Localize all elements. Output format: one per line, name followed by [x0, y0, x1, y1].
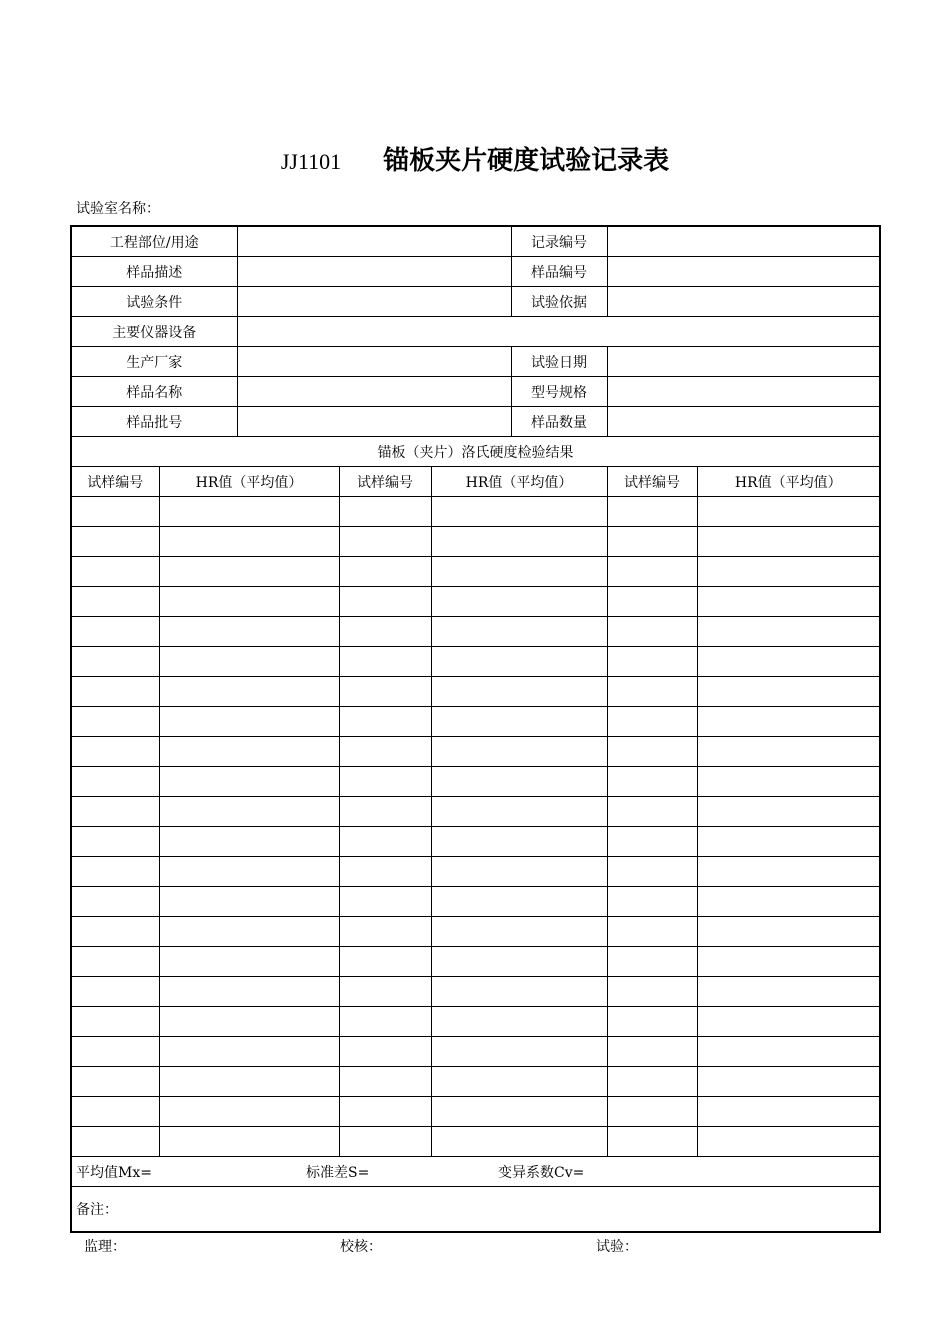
specimen-id-cell[interactable] [339, 1067, 431, 1097]
record-form-table [70, 225, 881, 1233]
hr-value-cell[interactable] [697, 827, 880, 857]
hr-value-cell[interactable] [697, 497, 880, 527]
specimen-id-cell[interactable] [71, 1097, 159, 1127]
specimen-id-cell[interactable] [339, 1037, 431, 1067]
hr-value-cell[interactable] [159, 887, 339, 917]
specimen-id-cell[interactable] [71, 857, 159, 887]
specimen-id-cell[interactable] [339, 647, 431, 677]
table-row [71, 1127, 880, 1157]
hr-value-cell[interactable] [159, 767, 339, 797]
specimen-id-cell[interactable] [339, 617, 431, 647]
table-row [71, 977, 880, 1007]
hr-value-cell[interactable] [431, 977, 607, 1007]
form-title: 锚板夹片硬度试验记录表 [383, 146, 670, 176]
hr-value-cell[interactable] [159, 1067, 339, 1097]
hr-value-cell[interactable] [697, 1007, 880, 1037]
hr-value-cell[interactable] [431, 1037, 607, 1067]
specimen-id-cell[interactable] [607, 797, 697, 827]
specimen-id-cell[interactable] [339, 857, 431, 887]
hr-value-cell[interactable] [697, 1097, 880, 1127]
hr-value-cell[interactable] [159, 587, 339, 617]
info-row [71, 317, 880, 347]
info-right-value-field[interactable] [607, 347, 880, 377]
specimen-id-cell[interactable] [71, 557, 159, 587]
remark-row [71, 1187, 880, 1233]
table-row [71, 917, 880, 947]
specimen-id-cell[interactable] [71, 977, 159, 1007]
hr-value-cell[interactable] [159, 737, 339, 767]
info-right-value-field[interactable] [607, 377, 880, 407]
specimen-id-cell[interactable] [339, 947, 431, 977]
hr-value-cell[interactable] [697, 917, 880, 947]
table-row [71, 527, 880, 557]
info-right-label: 试验日期 [511, 347, 607, 377]
hr-value-cell[interactable] [431, 1097, 607, 1127]
reviewer-label: 校核： [340, 1239, 382, 1255]
specimen-id-cell[interactable] [607, 1037, 697, 1067]
info-right-label: 样品编号 [511, 257, 607, 287]
specimen-id-cell[interactable] [71, 1127, 159, 1157]
info-right-value-field[interactable] [607, 287, 880, 317]
hr-value-cell[interactable] [431, 797, 607, 827]
table-row [71, 497, 880, 527]
table-row [71, 587, 880, 617]
info-right-label: 样品数量 [511, 407, 607, 437]
specimen-id-cell[interactable] [71, 947, 159, 977]
hr-value-cell[interactable] [431, 527, 607, 557]
hr-value-cell[interactable] [697, 647, 880, 677]
hr-value-cell[interactable] [159, 647, 339, 677]
hr-value-cell[interactable] [431, 917, 607, 947]
specimen-id-cell[interactable] [607, 1127, 697, 1157]
info-right-label: 型号规格 [511, 377, 607, 407]
specimen-id-cell[interactable] [71, 587, 159, 617]
hr-value-cell[interactable] [431, 737, 607, 767]
hr-value-cell[interactable] [431, 1007, 607, 1037]
specimen-id-cell[interactable] [71, 1067, 159, 1097]
specimen-id-cell[interactable] [339, 827, 431, 857]
specimen-id-cell[interactable] [339, 497, 431, 527]
column-header: HR值（平均值） [159, 467, 339, 497]
hr-value-cell[interactable] [697, 707, 880, 737]
info-label: 样品批号 [71, 407, 237, 437]
hr-value-cell[interactable] [697, 767, 880, 797]
hr-value-cell[interactable] [697, 557, 880, 587]
info-row [71, 347, 880, 377]
specimen-id-cell[interactable] [607, 677, 697, 707]
results-section-title: 锚板（夹片）洛氏硬度检验结果 [71, 437, 880, 467]
table-row [71, 707, 880, 737]
hr-value-cell[interactable] [697, 617, 880, 647]
summary-section [71, 1157, 880, 1233]
column-header: 试样编号 [607, 467, 697, 497]
hr-value-cell[interactable] [697, 797, 880, 827]
table-row [71, 737, 880, 767]
info-right-value-field[interactable] [607, 226, 880, 257]
info-row [71, 226, 880, 257]
specimen-id-cell[interactable] [71, 1037, 159, 1067]
specimen-id-cell[interactable] [607, 947, 697, 977]
specimen-id-cell[interactable] [339, 527, 431, 557]
info-label: 样品名称 [71, 377, 237, 407]
results-data-rows [71, 497, 880, 1157]
hr-value-cell[interactable] [431, 707, 607, 737]
remark-cell: 备注： [71, 1187, 880, 1233]
specimen-id-cell[interactable] [339, 1097, 431, 1127]
info-value-field[interactable] [237, 347, 511, 377]
specimen-id-cell[interactable] [71, 647, 159, 677]
hr-value-cell[interactable] [431, 947, 607, 977]
info-label: 生产厂家 [71, 347, 237, 377]
hr-value-cell[interactable] [697, 887, 880, 917]
specimen-id-cell[interactable] [607, 527, 697, 557]
info-row [71, 287, 880, 317]
hr-value-cell[interactable] [159, 707, 339, 737]
info-label: 主要仪器设备 [71, 317, 237, 347]
specimen-id-cell[interactable] [339, 767, 431, 797]
specimen-id-cell[interactable] [607, 557, 697, 587]
hr-value-cell[interactable] [697, 677, 880, 707]
hr-value-cell[interactable] [431, 557, 607, 587]
table-row [71, 887, 880, 917]
hr-value-cell[interactable] [697, 587, 880, 617]
specimen-id-cell[interactable] [607, 587, 697, 617]
info-section [71, 226, 880, 437]
specimen-id-cell[interactable] [71, 527, 159, 557]
hr-value-cell[interactable] [431, 767, 607, 797]
lab-name-label: 试验室名称： [76, 201, 160, 217]
specimen-id-cell[interactable] [607, 707, 697, 737]
hr-value-cell[interactable] [697, 527, 880, 557]
column-header: 试样编号 [339, 467, 431, 497]
info-label: 试验条件 [71, 287, 237, 317]
hr-value-cell[interactable] [431, 887, 607, 917]
hr-value-cell[interactable] [159, 617, 339, 647]
specimen-id-cell[interactable] [71, 797, 159, 827]
hr-value-cell[interactable] [431, 1127, 607, 1157]
specimen-id-cell[interactable] [71, 617, 159, 647]
page-title [0, 140, 950, 177]
specimen-id-cell[interactable] [339, 977, 431, 1007]
table-row [71, 677, 880, 707]
hr-value-cell[interactable] [431, 677, 607, 707]
specimen-id-cell[interactable] [71, 497, 159, 527]
specimen-id-cell[interactable] [339, 677, 431, 707]
specimen-id-cell[interactable] [71, 887, 159, 917]
table-row [71, 1067, 880, 1097]
hr-value-cell[interactable] [697, 977, 880, 1007]
specimen-id-cell[interactable] [607, 497, 697, 527]
hr-value-cell[interactable] [431, 617, 607, 647]
hr-value-cell[interactable] [431, 1067, 607, 1097]
hr-value-cell[interactable] [159, 557, 339, 587]
specimen-id-cell[interactable] [607, 1007, 697, 1037]
specimen-id-cell[interactable] [71, 737, 159, 767]
column-header: 试样编号 [71, 467, 159, 497]
specimen-id-cell[interactable] [71, 707, 159, 737]
stats-cell [71, 1157, 880, 1187]
hr-value-cell[interactable] [159, 1127, 339, 1157]
specimen-id-cell[interactable] [339, 917, 431, 947]
hr-value-cell[interactable] [159, 947, 339, 977]
specimen-id-cell[interactable] [607, 737, 697, 767]
table-row [71, 1097, 880, 1127]
info-value-field[interactable] [237, 257, 511, 287]
specimen-id-cell[interactable] [71, 917, 159, 947]
hr-value-cell[interactable] [431, 587, 607, 617]
hr-value-cell[interactable] [159, 1007, 339, 1037]
specimen-id-cell[interactable] [607, 887, 697, 917]
specimen-id-cell[interactable] [607, 827, 697, 857]
info-right-label: 试验依据 [511, 287, 607, 317]
specimen-id-cell[interactable] [339, 797, 431, 827]
info-value-field[interactable] [237, 317, 880, 347]
hr-value-cell[interactable] [159, 497, 339, 527]
hr-value-cell[interactable] [697, 1127, 880, 1157]
info-label: 工程部位/用途 [71, 226, 237, 257]
specimen-id-cell[interactable] [607, 617, 697, 647]
hr-value-cell[interactable] [159, 797, 339, 827]
specimen-id-cell[interactable] [607, 1097, 697, 1127]
table-row [71, 797, 880, 827]
cv-label: 变异系数Cv= [498, 1164, 585, 1181]
table-row [71, 827, 880, 857]
info-value-field[interactable] [237, 226, 511, 257]
hr-value-cell[interactable] [159, 1097, 339, 1127]
hr-value-cell[interactable] [431, 827, 607, 857]
specimen-id-cell[interactable] [339, 1007, 431, 1037]
specimen-id-cell[interactable] [339, 557, 431, 587]
hr-value-cell[interactable] [697, 737, 880, 767]
specimen-id-cell[interactable] [71, 1007, 159, 1037]
column-header: HR值（平均值） [697, 467, 880, 497]
hr-value-cell[interactable] [431, 497, 607, 527]
table-row [71, 947, 880, 977]
specimen-id-cell[interactable] [607, 767, 697, 797]
specimen-id-cell[interactable] [607, 917, 697, 947]
info-value-field[interactable] [237, 407, 511, 437]
results-title-row [71, 437, 880, 467]
info-label: 样品描述 [71, 257, 237, 287]
specimen-id-cell[interactable] [339, 587, 431, 617]
std-label: 标准差S= [306, 1164, 370, 1181]
supervisor-label: 监理： [84, 1239, 126, 1255]
hr-value-cell[interactable] [697, 1067, 880, 1097]
hr-value-cell[interactable] [159, 1037, 339, 1067]
hr-value-cell[interactable] [159, 977, 339, 1007]
hr-value-cell[interactable] [697, 1037, 880, 1067]
info-value-field[interactable] [237, 287, 511, 317]
hr-value-cell[interactable] [431, 647, 607, 677]
hr-value-cell[interactable] [159, 917, 339, 947]
info-row [71, 377, 880, 407]
table-row [71, 1037, 880, 1067]
specimen-id-cell[interactable] [607, 647, 697, 677]
specimen-id-cell[interactable] [607, 857, 697, 887]
specimen-id-cell[interactable] [339, 707, 431, 737]
hr-value-cell[interactable] [159, 677, 339, 707]
specimen-id-cell[interactable] [607, 1067, 697, 1097]
table-row [71, 857, 880, 887]
hr-value-cell[interactable] [697, 947, 880, 977]
hr-value-cell[interactable] [697, 857, 880, 887]
specimen-id-cell[interactable] [339, 1127, 431, 1157]
table-row [71, 647, 880, 677]
column-header: HR值（平均值） [431, 467, 607, 497]
stats-row [71, 1157, 880, 1187]
specimen-id-cell[interactable] [71, 767, 159, 797]
table-row [71, 557, 880, 587]
hr-value-cell[interactable] [159, 827, 339, 857]
info-right-value-field[interactable] [607, 257, 880, 287]
mean-label: 平均值Mx= [76, 1164, 152, 1181]
specimen-id-cell[interactable] [339, 737, 431, 767]
specimen-id-cell[interactable] [71, 827, 159, 857]
info-row [71, 407, 880, 437]
table-row [71, 1007, 880, 1037]
specimen-id-cell[interactable] [607, 977, 697, 1007]
specimen-id-cell[interactable] [339, 887, 431, 917]
info-right-label: 记录编号 [511, 226, 607, 257]
info-right-value-field[interactable] [607, 407, 880, 437]
hr-value-cell[interactable] [159, 857, 339, 887]
specimen-id-cell[interactable] [71, 677, 159, 707]
form-code: JJ1101 [280, 149, 342, 174]
results-header-row [71, 467, 880, 497]
tester-label: 试验： [596, 1239, 638, 1255]
results-section [71, 437, 880, 497]
hr-value-cell[interactable] [431, 857, 607, 887]
hr-value-cell[interactable] [159, 527, 339, 557]
table-row [71, 767, 880, 797]
table-row [71, 617, 880, 647]
info-row [71, 257, 880, 287]
info-value-field[interactable] [237, 377, 511, 407]
